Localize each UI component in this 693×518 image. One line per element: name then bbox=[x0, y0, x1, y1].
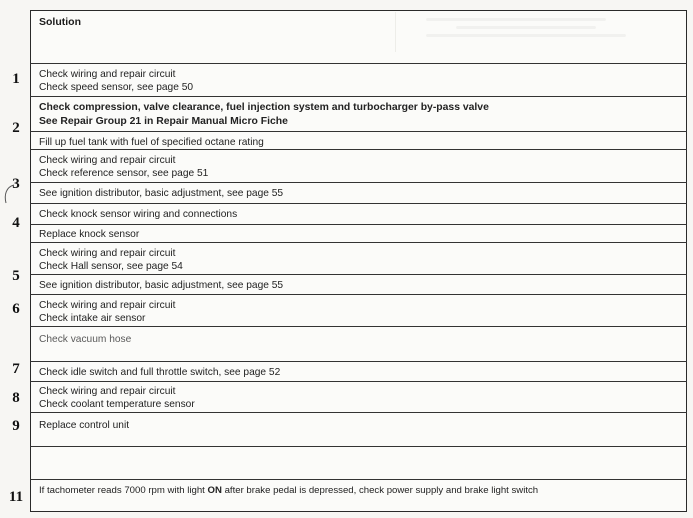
fault-number: 1 bbox=[12, 71, 20, 87]
row-divider bbox=[30, 182, 687, 183]
fault-number: 11 bbox=[8, 489, 24, 505]
solution-line: Check wiring and repair circuit bbox=[39, 386, 176, 397]
fault-number: 7 bbox=[12, 361, 20, 377]
row-divider bbox=[30, 242, 687, 243]
row-divider bbox=[30, 274, 687, 275]
row-divider bbox=[30, 96, 687, 97]
solution-line: Check idle switch and full throttle switch, see page 52 bbox=[39, 367, 281, 378]
solution-line: Replace control unit bbox=[39, 420, 130, 431]
solution-line: Fill up fuel tank with fuel of specified octane rating bbox=[39, 137, 264, 148]
fault-number: 4 bbox=[12, 215, 20, 231]
row-divider bbox=[30, 131, 687, 132]
solution-header: Solution bbox=[39, 16, 81, 28]
solution-line: Check Hall sensor, see page 54 bbox=[39, 261, 183, 272]
solution-line: Check intake air sensor bbox=[39, 313, 146, 324]
solution-line: Check vacuum hose bbox=[39, 334, 132, 345]
solution-line: Check wiring and repair circuit bbox=[39, 69, 176, 80]
solution-line bbox=[39, 484, 538, 497]
solution-line: See Repair Group 21 in Repair Manual Micro Fiche bbox=[39, 116, 288, 127]
row-divider bbox=[30, 381, 687, 382]
solution-line: See ignition distributor, basic adjustment, see page 55 bbox=[39, 188, 284, 199]
row-divider bbox=[30, 412, 687, 413]
row-divider bbox=[30, 479, 687, 480]
fault-number: 9 bbox=[12, 418, 20, 434]
row-divider bbox=[30, 326, 687, 327]
row-divider bbox=[30, 224, 687, 225]
solution-line: Check reference sensor, see page 51 bbox=[39, 168, 209, 179]
solution-line: Check compression, valve clearance, fuel injection system and turbocharger by-pass valve bbox=[39, 102, 489, 113]
row-divider bbox=[30, 294, 687, 295]
solution-line: Replace knock sensor bbox=[39, 229, 140, 240]
row-divider bbox=[30, 63, 687, 64]
row-divider bbox=[30, 203, 687, 204]
solution-text-part: after brake pedal is depressed, check power supply and brake light switch bbox=[221, 485, 539, 496]
light-on-label: ON bbox=[207, 485, 222, 496]
solution-line: Check wiring and repair circuit bbox=[39, 155, 176, 166]
solution-line: Check knock sensor wiring and connections bbox=[39, 209, 238, 220]
fault-number: 8 bbox=[12, 390, 20, 406]
solution-line: Check speed sensor, see page 50 bbox=[39, 82, 194, 93]
solution-text-part: If tachometer reads 7000 rpm with light bbox=[39, 485, 208, 496]
fault-number: 2 bbox=[12, 120, 20, 136]
fault-number: 3 bbox=[12, 176, 20, 192]
solution-line: Check wiring and repair circuit bbox=[39, 300, 176, 311]
row-divider bbox=[30, 361, 687, 362]
solution-line: Check coolant temperature sensor bbox=[39, 399, 195, 410]
show-through-artifact bbox=[395, 12, 681, 52]
fault-number: 5 bbox=[12, 268, 20, 284]
solution-line: Check wiring and repair circuit bbox=[39, 248, 176, 259]
solution-line: See ignition distributor, basic adjustment, see page 55 bbox=[39, 280, 284, 291]
fault-number: 6 bbox=[12, 301, 20, 317]
row-divider bbox=[30, 149, 687, 150]
row-divider bbox=[30, 446, 687, 447]
